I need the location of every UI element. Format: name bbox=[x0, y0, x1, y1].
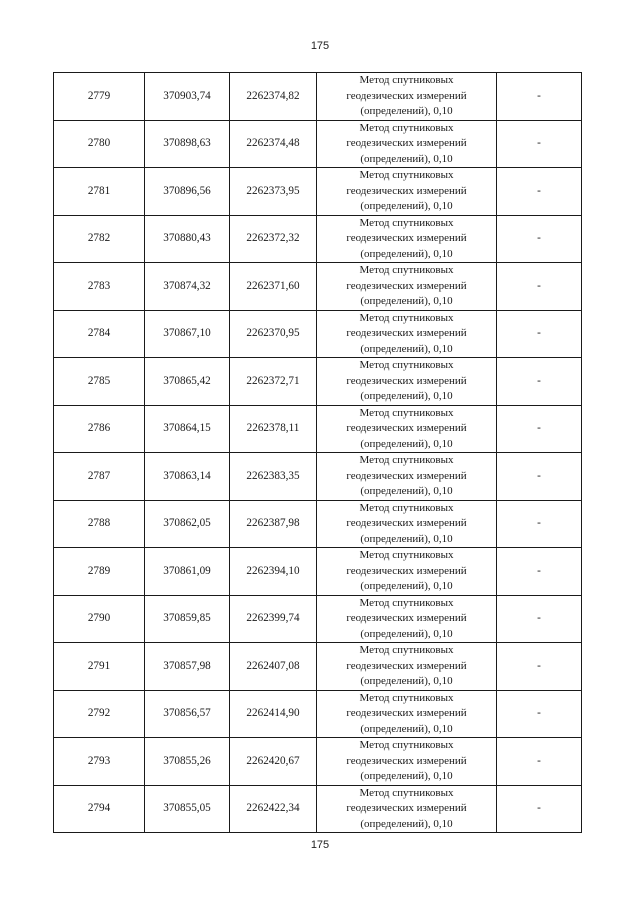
y-coordinate-cell: 2262394,10 bbox=[230, 548, 317, 596]
method-text-line: (определений), 0,10 bbox=[360, 390, 453, 402]
y-coordinate-cell: 2262383,35 bbox=[230, 453, 317, 501]
table-row bbox=[54, 453, 582, 501]
table-row bbox=[54, 215, 582, 263]
method-text-line: геодезических измерений bbox=[346, 327, 467, 339]
method-text-line: (определений), 0,10 bbox=[360, 295, 453, 307]
method-cell bbox=[317, 405, 497, 453]
dash-cell: - bbox=[497, 168, 582, 216]
method-cell bbox=[317, 215, 497, 263]
x-coordinate-cell: 370867,10 bbox=[145, 310, 230, 358]
y-coordinate-cell: 2262387,98 bbox=[230, 500, 317, 548]
dash-cell: - bbox=[497, 785, 582, 833]
method-text-line: (определений), 0,10 bbox=[360, 105, 453, 117]
method-text-line: геодезических измерений bbox=[346, 469, 467, 482]
page-number-top: 175 bbox=[310, 40, 330, 52]
point-number-cell: 2784 bbox=[54, 310, 145, 358]
method-text-line: геодезических измерений bbox=[346, 232, 467, 244]
point-number-cell: 2781 bbox=[54, 168, 145, 216]
dash-cell: - bbox=[497, 310, 582, 358]
method-text-line: геодезических измерений bbox=[346, 279, 467, 292]
table-row bbox=[54, 500, 582, 548]
method-text-line: геодезических измерений bbox=[346, 422, 467, 434]
method-text-line: геодезических измерений bbox=[346, 707, 467, 719]
point-number-cell: 2780 bbox=[54, 120, 145, 168]
dash-cell: - bbox=[497, 500, 582, 548]
method-cell bbox=[317, 785, 497, 833]
x-coordinate-cell: 370874,32 bbox=[145, 263, 230, 311]
table-row bbox=[54, 738, 582, 786]
method-text-line: (определений), 0,10 bbox=[360, 675, 453, 687]
y-coordinate-cell: 2262378,11 bbox=[230, 405, 317, 453]
x-coordinate-cell: 370859,85 bbox=[145, 595, 230, 643]
y-coordinate-cell: 2262422,34 bbox=[230, 785, 317, 833]
method-text-line: Метод спутниковых bbox=[359, 121, 454, 134]
method-text-line: (определений), 0,10 bbox=[360, 437, 453, 450]
dash-cell: - bbox=[497, 690, 582, 738]
method-cell bbox=[317, 738, 497, 786]
method-text-line: геодезических измерений bbox=[346, 564, 467, 577]
method-text-line: геодезических измерений bbox=[346, 659, 467, 672]
table-row bbox=[54, 73, 582, 121]
method-text-line: (определений), 0,10 bbox=[360, 342, 453, 355]
method-text-line: (определений), 0,10 bbox=[360, 200, 453, 212]
point-number-cell: 2790 bbox=[54, 595, 145, 643]
y-coordinate-cell: 2262371,60 bbox=[230, 263, 317, 311]
table-row bbox=[54, 168, 582, 216]
method-cell bbox=[317, 263, 497, 311]
x-coordinate-cell: 370855,26 bbox=[145, 738, 230, 786]
method-cell bbox=[317, 548, 497, 596]
x-coordinate-cell: 370856,57 bbox=[145, 690, 230, 738]
y-coordinate-cell: 2262374,82 bbox=[230, 73, 317, 121]
point-number-cell: 2782 bbox=[54, 215, 145, 263]
x-coordinate-cell: 370862,05 bbox=[145, 500, 230, 548]
method-cell bbox=[317, 120, 497, 168]
dash-cell: - bbox=[497, 120, 582, 168]
method-text-line: (определений), 0,10 bbox=[360, 627, 453, 640]
y-coordinate-cell: 2262414,90 bbox=[230, 690, 317, 738]
dash-cell: - bbox=[497, 453, 582, 501]
method-text-line: (определений), 0,10 bbox=[360, 770, 453, 782]
method-text-line: геодезических измерений bbox=[346, 612, 467, 624]
method-text-line: Метод спутниковых bbox=[359, 264, 454, 276]
y-coordinate-cell: 2262374,48 bbox=[230, 120, 317, 168]
method-text-line: Метод спутниковых bbox=[359, 359, 454, 371]
point-number-cell: 2779 bbox=[54, 73, 145, 121]
table-row bbox=[54, 358, 582, 406]
table-row bbox=[54, 310, 582, 358]
method-text-line: геодезических измерений bbox=[346, 802, 467, 814]
dash-cell: - bbox=[497, 405, 582, 453]
method-text-line: Метод спутниковых bbox=[359, 311, 454, 324]
dash-cell: - bbox=[497, 643, 582, 691]
method-text-line: Метод спутниковых bbox=[359, 596, 454, 609]
y-coordinate-cell: 2262399,74 bbox=[230, 595, 317, 643]
dash-cell: - bbox=[497, 215, 582, 263]
method-text-line: (определений), 0,10 bbox=[360, 152, 453, 165]
dash-cell: - bbox=[497, 738, 582, 786]
method-text-line: Метод спутниковых bbox=[359, 691, 454, 704]
table-row bbox=[54, 595, 582, 643]
method-cell bbox=[317, 73, 497, 121]
table-row bbox=[54, 120, 582, 168]
method-cell bbox=[317, 168, 497, 216]
method-cell bbox=[317, 643, 497, 691]
point-number-cell: 2786 bbox=[54, 405, 145, 453]
x-coordinate-cell: 370863,14 bbox=[145, 453, 230, 501]
method-text-line: (определений), 0,10 bbox=[360, 722, 453, 735]
x-coordinate-cell: 370864,15 bbox=[145, 405, 230, 453]
point-number-cell: 2792 bbox=[54, 690, 145, 738]
y-coordinate-cell: 2262420,67 bbox=[230, 738, 317, 786]
method-text-line: геодезических измерений bbox=[346, 374, 467, 387]
x-coordinate-cell: 370896,56 bbox=[145, 168, 230, 216]
point-number-cell: 2789 bbox=[54, 548, 145, 596]
dash-cell: - bbox=[497, 595, 582, 643]
method-text-line: Метод спутниковых bbox=[359, 739, 454, 751]
table-row bbox=[54, 785, 582, 833]
method-cell bbox=[317, 453, 497, 501]
point-number-cell: 2794 bbox=[54, 785, 145, 833]
table-row bbox=[54, 548, 582, 596]
method-cell bbox=[317, 595, 497, 643]
method-text-line: Метод спутниковых bbox=[359, 216, 454, 229]
x-coordinate-cell: 370857,98 bbox=[145, 643, 230, 691]
method-text-line: Метод спутниковых bbox=[359, 644, 454, 656]
method-text-line: Метод спутниковых bbox=[359, 454, 454, 466]
x-coordinate-cell: 370861,09 bbox=[145, 548, 230, 596]
point-number-cell: 2787 bbox=[54, 453, 145, 501]
table-row bbox=[54, 690, 582, 738]
method-cell bbox=[317, 358, 497, 406]
method-cell bbox=[317, 500, 497, 548]
y-coordinate-cell: 2262407,08 bbox=[230, 643, 317, 691]
x-coordinate-cell: 370855,05 bbox=[145, 785, 230, 833]
method-text-line: Метод спутниковых bbox=[359, 501, 454, 514]
x-coordinate-cell: 370903,74 bbox=[145, 73, 230, 121]
table-row bbox=[54, 643, 582, 691]
method-text-line: геодезических измерений bbox=[346, 89, 467, 102]
table-row bbox=[54, 405, 582, 453]
method-text-line: геодезических измерений bbox=[346, 184, 467, 197]
method-text-line: Метод спутниковых bbox=[359, 549, 454, 561]
method-text-line: (определений), 0,10 bbox=[360, 485, 453, 497]
method-text-line: (определений), 0,10 bbox=[360, 532, 453, 545]
method-text-line: геодезических измерений bbox=[346, 517, 467, 529]
method-text-line: геодезических измерений bbox=[346, 137, 467, 149]
y-coordinate-cell: 2262373,95 bbox=[230, 168, 317, 216]
x-coordinate-cell: 370865,42 bbox=[145, 358, 230, 406]
y-coordinate-cell: 2262372,71 bbox=[230, 358, 317, 406]
point-number-cell: 2783 bbox=[54, 263, 145, 311]
method-text-line: (определений), 0,10 bbox=[360, 247, 453, 260]
method-text-line: Метод спутниковых bbox=[359, 786, 454, 799]
method-text-line: Метод спутниковых bbox=[359, 74, 454, 86]
dash-cell: - bbox=[497, 263, 582, 311]
point-number-cell: 2791 bbox=[54, 643, 145, 691]
y-coordinate-cell: 2262372,32 bbox=[230, 215, 317, 263]
method-text-line: (определений), 0,10 bbox=[360, 817, 453, 830]
method-text-line: Метод спутниковых bbox=[359, 169, 454, 181]
method-text-line: (определений), 0,10 bbox=[360, 580, 453, 592]
table-row bbox=[54, 263, 582, 311]
method-cell bbox=[317, 310, 497, 358]
coordinates-table-body bbox=[54, 73, 582, 833]
dash-cell: - bbox=[497, 358, 582, 406]
point-number-cell: 2785 bbox=[54, 358, 145, 406]
page-number-bottom: 175 bbox=[310, 839, 330, 851]
method-text-line: Метод спутниковых bbox=[359, 406, 454, 419]
x-coordinate-cell: 370880,43 bbox=[145, 215, 230, 263]
method-cell bbox=[317, 690, 497, 738]
dash-cell: - bbox=[497, 73, 582, 121]
point-number-cell: 2793 bbox=[54, 738, 145, 786]
y-coordinate-cell: 2262370,95 bbox=[230, 310, 317, 358]
dash-cell: - bbox=[497, 548, 582, 596]
coordinates-table bbox=[53, 72, 582, 833]
x-coordinate-cell: 370898,63 bbox=[145, 120, 230, 168]
method-text-line: геодезических измерений bbox=[346, 754, 467, 767]
point-number-cell: 2788 bbox=[54, 500, 145, 548]
